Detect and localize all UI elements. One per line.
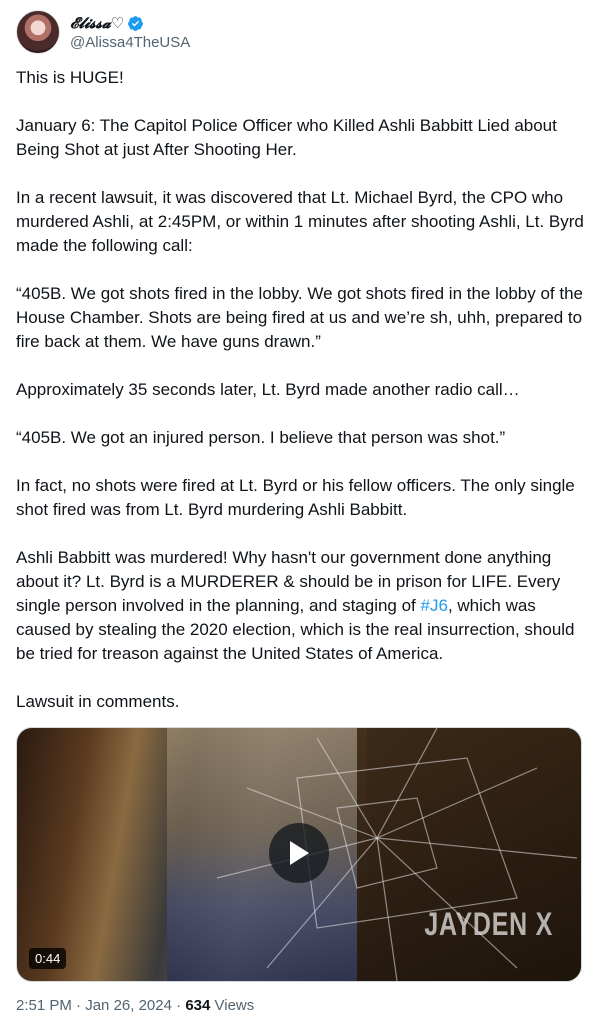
paragraph-8-before: Ashli Babbitt was murdered! Why hasn't our government done anything about it? Lt. Byrd is a MURDERER & should be in prison for LIFE. Every single person involved in the planning, and staging of [16,548,561,615]
tweet-time[interactable]: 2:51 PM [16,997,72,1014]
tweet-date[interactable]: Jan 26, 2024 [85,997,172,1014]
meta-separator-2: · [171,997,186,1014]
meta-separator: · [71,997,86,1014]
paragraph-7: In fact, no shots were fired at Lt. Byrd or his fellow officers. The only single shot fired was from Lt. Byrd murdering Ashli Babbitt. [16,476,575,519]
display-name-row [70,13,190,33]
paragraph-8-after: , which was caused by stealing the 2020 election, which is the real insurrection, should be tried for treason against the United States of America. [16,596,575,663]
views-count: 634 [185,997,211,1014]
display-name[interactable]: 𝓔𝓵𝓲𝓼𝓼𝓪♡ [70,14,125,32]
tweet-header [16,10,190,54]
verified-badge-icon[interactable] [127,15,144,32]
video-watermark: JAYDEN X [424,906,553,942]
paragraph-9: Lawsuit in comments. [16,692,180,711]
avatar[interactable] [16,10,60,54]
author-names [70,13,190,51]
paragraph-5: Approximately 35 seconds later, Lt. Byrd made another radio call… [16,380,520,399]
handle[interactable]: @Alissa4TheUSA [70,34,191,51]
tweet-meta [16,997,254,1014]
paragraph-8 [16,546,586,666]
views-label: Views [210,997,255,1014]
hashtag-link[interactable]: #J6 [420,596,448,615]
paragraph-6: “405B. We got an injured person. I believe that person was shot.” [16,428,506,447]
paragraph-3: In a recent lawsuit, it was discovered that Lt. Michael Byrd, the CPO who murdered Ashli, at 2:45PM, or within 1 minutes after shooting Ashli, Lt. Byrd made the following call: [16,188,584,255]
play-icon [287,839,311,867]
paragraph-4: “405B. We got shots fired in the lobby. We got shots fired in the lobby of the House Chamber. Shots are being fired at us and we’re sh, uhh, prepared to fire back at them. We have guns drawn.” [16,284,583,351]
play-button[interactable] [269,823,329,883]
tweet-text [16,66,586,738]
paragraph-2: January 6: The Capitol Police Officer who Killed Ashli Babbitt Lied about Being Shot at just After Shooting Her. [16,116,557,159]
paragraph-1: This is HUGE! [16,68,124,87]
video-player[interactable] [16,727,582,982]
video-duration: 0:44 [29,948,66,969]
